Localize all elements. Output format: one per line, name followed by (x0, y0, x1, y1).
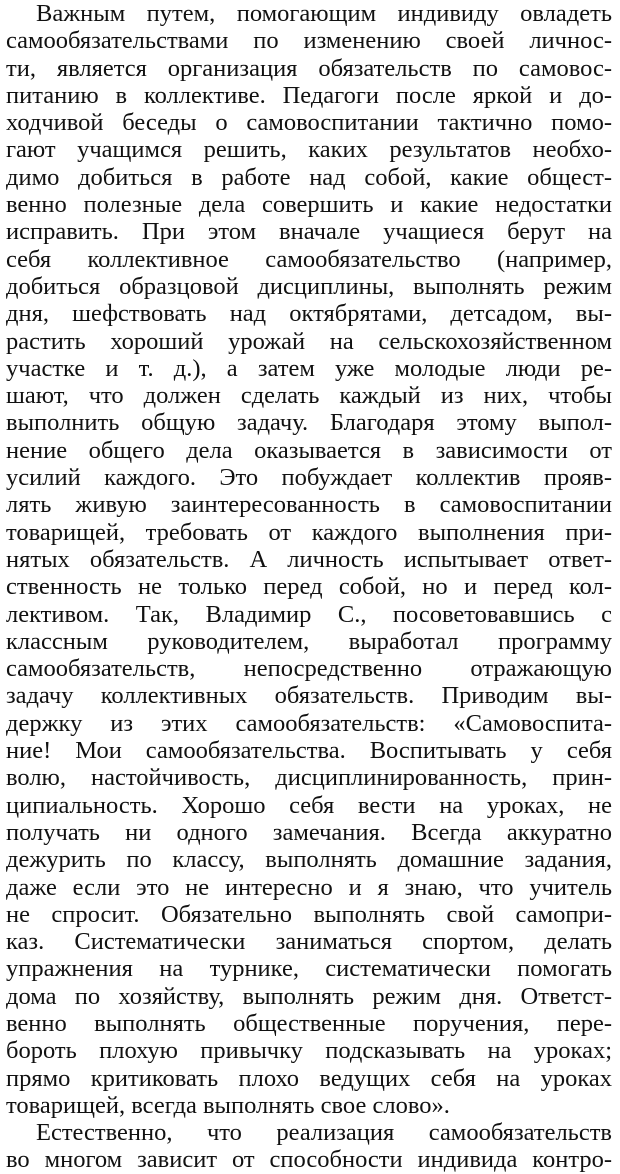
text-line: венно выполнять общественные поручения, пере- (6, 1009, 612, 1037)
text-line: задачу коллективных обязательств. Приводим вы- (6, 682, 612, 710)
text-line: Естественно, что реализация самообязательств (36, 1119, 612, 1147)
text-line: лективом. Так, Владимир С., посоветовавшись с (6, 600, 612, 628)
text-line: самообязательств, непосредственно отражающую (6, 655, 612, 683)
text-line: упражнения на турнике, систематически помогать (6, 955, 612, 983)
text-line: прямо критиковать плохо ведущих себя на уроках (6, 1064, 612, 1092)
text-line: ципиальность. Хорошо себя вести на уроках, не (6, 791, 612, 819)
text-line: Важным путем, помогающим индивиду овладеть (36, 0, 612, 27)
text-line: усилий каждого. Это побуждает коллектив прояв- (6, 464, 612, 492)
text-line: растить хороший урожай на сельскохозяйственном (6, 327, 612, 355)
text-line: бороть плохую привычку подсказывать на уроках; (6, 1037, 612, 1065)
text-line: гают учащимся решить, каких результатов необхо- (6, 136, 612, 164)
text-line: венно полезные дела совершить и какие недостатки (6, 191, 612, 219)
text-line: питанию в коллективе. Педагоги после яркой и до- (6, 81, 612, 109)
text-line: каз. Систематически заниматься спортом, делать (6, 928, 612, 956)
text-line: нение общего дела оказывается в зависимости от (6, 436, 612, 464)
text-line: добиться образцовой дисциплины, выполнять режим (6, 272, 612, 300)
text-line: себя коллективное самообязательство (например, (6, 245, 612, 273)
text-line: ние! Мои самообязательства. Воспитывать у себя (6, 737, 612, 765)
text-line: во многом зависит от способности индивида контро- (6, 1146, 612, 1174)
text-line: дня, шефствовать над октябрятами, детсадом, вы- (6, 300, 612, 328)
text-line: лять живую заинтересованность в самовоспитании (6, 491, 612, 519)
text-line: шают, что должен сделать каждый из них, чтобы (6, 382, 612, 410)
text-line: дежурить по классу, выполнять домашние задания, (6, 846, 612, 874)
text-line: димо добиться в работе над собой, какие общест- (6, 163, 612, 191)
text-line: товарищей, всегда выполнять свое слово». (6, 1091, 450, 1119)
text-line: держку из этих самообязательств: «Самовоспита- (6, 709, 612, 737)
text-line: нятых обязательств. А личность испытывает ответ- (6, 545, 612, 573)
text-line: ственность не только перед собой, но и перед кол- (6, 573, 612, 601)
paragraph-1 (6, 0, 612, 1119)
paragraph-2 (6, 1119, 612, 1174)
text-line: ходчивой беседы о самовоспитании тактично помо- (6, 109, 612, 137)
text-line: получать ни одного замечания. Всегда аккуратно (6, 818, 612, 846)
text-line: самообязательствами по изменению своей личнос- (6, 27, 612, 55)
text-line: участке и т. д.), а затем уже молодые люди ре- (6, 354, 612, 382)
text-line: выполнить общую задачу. Благодаря этому выпол- (6, 409, 612, 437)
text-line: не спросит. Обязательно выполнять свой самопри- (6, 900, 612, 928)
text-line: даже если это не интересно и я знаю, что учитель (6, 873, 612, 901)
text-line: исправить. При этом вначале учащиеся берут на (6, 218, 612, 246)
text-line: классным руководителем, выработал программу (6, 627, 612, 655)
text-line: ти, является организация обязательств по самовос- (6, 54, 612, 82)
text-line: волю, настойчивость, дисциплинированность, прин- (6, 764, 612, 792)
text-line: дома по хозяйству, выполнять режим дня. Ответст- (6, 982, 612, 1010)
text-line: товарищей, требовать от каждого выполнения при- (6, 518, 612, 546)
